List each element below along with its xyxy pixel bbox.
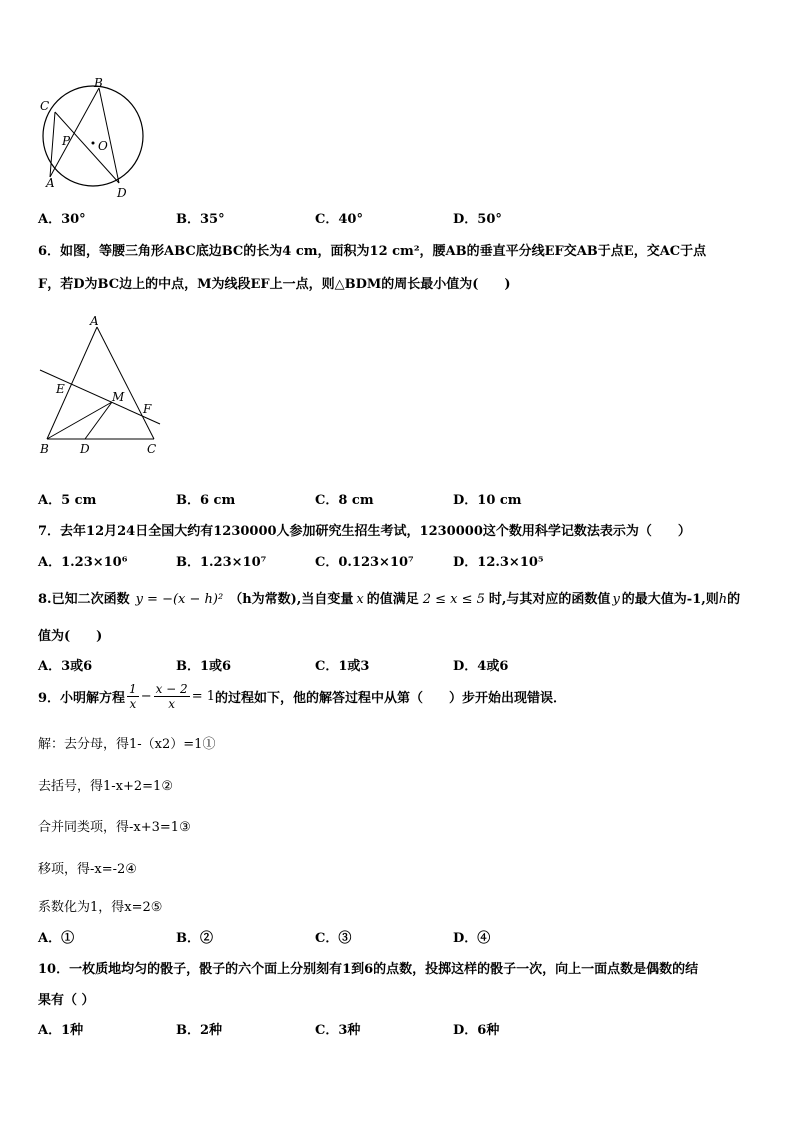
q9-mark-1: ① (202, 737, 216, 752)
q9-option-d (453, 927, 490, 946)
q9-option-b-mark: ② (200, 931, 214, 946)
q8-var-y: y (612, 592, 620, 607)
q6-line2: F，若D为BC边上的中点，M为线段EF上一点，则△BDM的周长最小值为( ) (38, 277, 511, 292)
label-p: P (62, 134, 71, 148)
q9-mark-4: ④ (125, 862, 137, 877)
label-d: D (80, 442, 90, 456)
q8-part-c: 的值满足 (366, 592, 419, 607)
q7-text: 7．去年12月24日全国大约有1230000人参加研究生招生考试，1230000这个数用科学记数法表示为（ ） (38, 524, 691, 539)
q8-part-e: 的最大值为-1,则 (621, 592, 719, 607)
q9-step-2-text: 去括号，得1-x+2=1 (38, 779, 162, 794)
label-c: C (147, 442, 157, 456)
q9-mark-2: ② (161, 779, 173, 794)
q9-step-5 (38, 896, 162, 915)
q9-option-a-mark: ① (61, 931, 75, 946)
q9-option-b-label: B． (176, 931, 200, 946)
q9-prefix: 9．小明解方程 (38, 691, 126, 706)
q9-frac2-num: x − 2 (155, 682, 188, 696)
q9-step-3-text: 合并同类项，得-x+3=1 (38, 820, 180, 835)
q9-step-1 (38, 733, 215, 752)
q8-option-b: B．1或6 (176, 659, 232, 674)
q10-option-a: A．1种 (38, 1023, 84, 1038)
q6-option-b: B．6 cm (176, 493, 236, 508)
q9-mark-5: ⑤ (150, 900, 163, 915)
q9-option-c (315, 927, 351, 946)
q9-mark-3: ③ (179, 820, 191, 835)
circle-figure (30, 74, 155, 204)
q8-part-d: 时,与其对应的函数值 (488, 592, 611, 607)
q7-option-b: B．1.23×10⁷ (176, 555, 267, 570)
q9-fraction-2 (154, 682, 190, 711)
q8-range: 2 ≤ x ≤ 5 (422, 592, 485, 607)
q9-eq: = 1 (191, 689, 215, 704)
q5-option-a: A．30° (38, 212, 86, 227)
label-f: F (143, 402, 152, 416)
label-d: D (117, 186, 127, 200)
q6-option-d: D．10 cm (453, 493, 522, 508)
q8-line1 (38, 588, 740, 607)
q6-line1: 6．如图，等腰三角形ABC底边BC的长为4 cm，面积为12 cm²，腰AB的垂直平分线EF交AB于点E，交AC于点 (38, 244, 707, 259)
q9-step-1-text: 解：去分母，得1-（x2）=1 (38, 737, 203, 752)
label-b: B (40, 442, 49, 456)
q8-part-b: （h为常数),当自变量 (229, 592, 354, 607)
q8-line2: 值为( ) (38, 629, 103, 644)
q9-option-d-label: D． (453, 931, 478, 946)
label-b: B (94, 76, 103, 90)
q7-option-a: A．1.23×10⁶ (38, 555, 128, 570)
q8-part-a: 8.已知二次函数 (38, 592, 130, 607)
q9-frac1-den: x (129, 697, 137, 711)
q5-option-d: D．50° (453, 212, 502, 227)
q9-frac1-num: 1 (129, 682, 137, 696)
q9-step-5-text: 系数化为1，得x=2 (38, 900, 151, 915)
q9-frac2-den: x (168, 697, 176, 711)
q8-var-h: h (718, 592, 728, 607)
q9-option-c-label: C． (315, 931, 339, 946)
q8-var-x: x (356, 592, 364, 607)
q7-option-c: C．0.123×10⁷ (315, 555, 414, 570)
q8-formula: y = −(x − h)² (135, 592, 224, 607)
label-a: A (90, 314, 99, 328)
q9-question (38, 682, 566, 711)
q8-option-d: D．4或6 (453, 659, 509, 674)
q9-option-d-mark: ④ (477, 931, 491, 946)
label-a: A (46, 176, 55, 190)
q5-option-b: B．35° (176, 212, 225, 227)
label-o: O (98, 139, 108, 153)
q9-option-c-mark: ③ (338, 931, 352, 946)
q9-suffix: 的过程如下，他的解答过程中从第（ ）步开始出现错误． (214, 691, 566, 706)
q5-option-c: C．40° (315, 212, 363, 227)
label-e: E (56, 382, 65, 396)
q9-minus: − (140, 689, 152, 704)
q10-line2: 果有（ ） (38, 993, 95, 1008)
q9-fraction-1 (127, 682, 139, 711)
q7-option-d: D．12.3×10⁵ (453, 555, 544, 570)
q9-option-b (176, 927, 213, 946)
q6-option-c: C．8 cm (315, 493, 374, 508)
q8-option-c: C．1或3 (315, 659, 370, 674)
q8-option-a: A．3或6 (38, 659, 93, 674)
label-c: C (40, 99, 50, 113)
q9-option-a-label: A． (38, 931, 62, 946)
triangle-figure (34, 312, 164, 457)
q10-option-b: B．2种 (176, 1023, 223, 1038)
q10-option-d: D．6种 (453, 1023, 500, 1038)
q9-step-2 (38, 775, 173, 794)
q8-part-f: 的 (727, 592, 741, 607)
q9-step-4 (38, 858, 137, 877)
q9-option-a (38, 927, 74, 946)
q10-option-c: C．3种 (315, 1023, 361, 1038)
q9-step-4-text: 移项，得-x=-2 (38, 862, 126, 877)
q10-line1: 10．一枚质地均匀的骰子，骰子的六个面上分别刻有1到6的点数，投掷这样的骰子一次，向上一面点数是偶数的结 (38, 962, 699, 977)
q6-option-a: A．5 cm (38, 493, 97, 508)
label-m: M (112, 390, 125, 404)
q9-step-3 (38, 816, 191, 835)
